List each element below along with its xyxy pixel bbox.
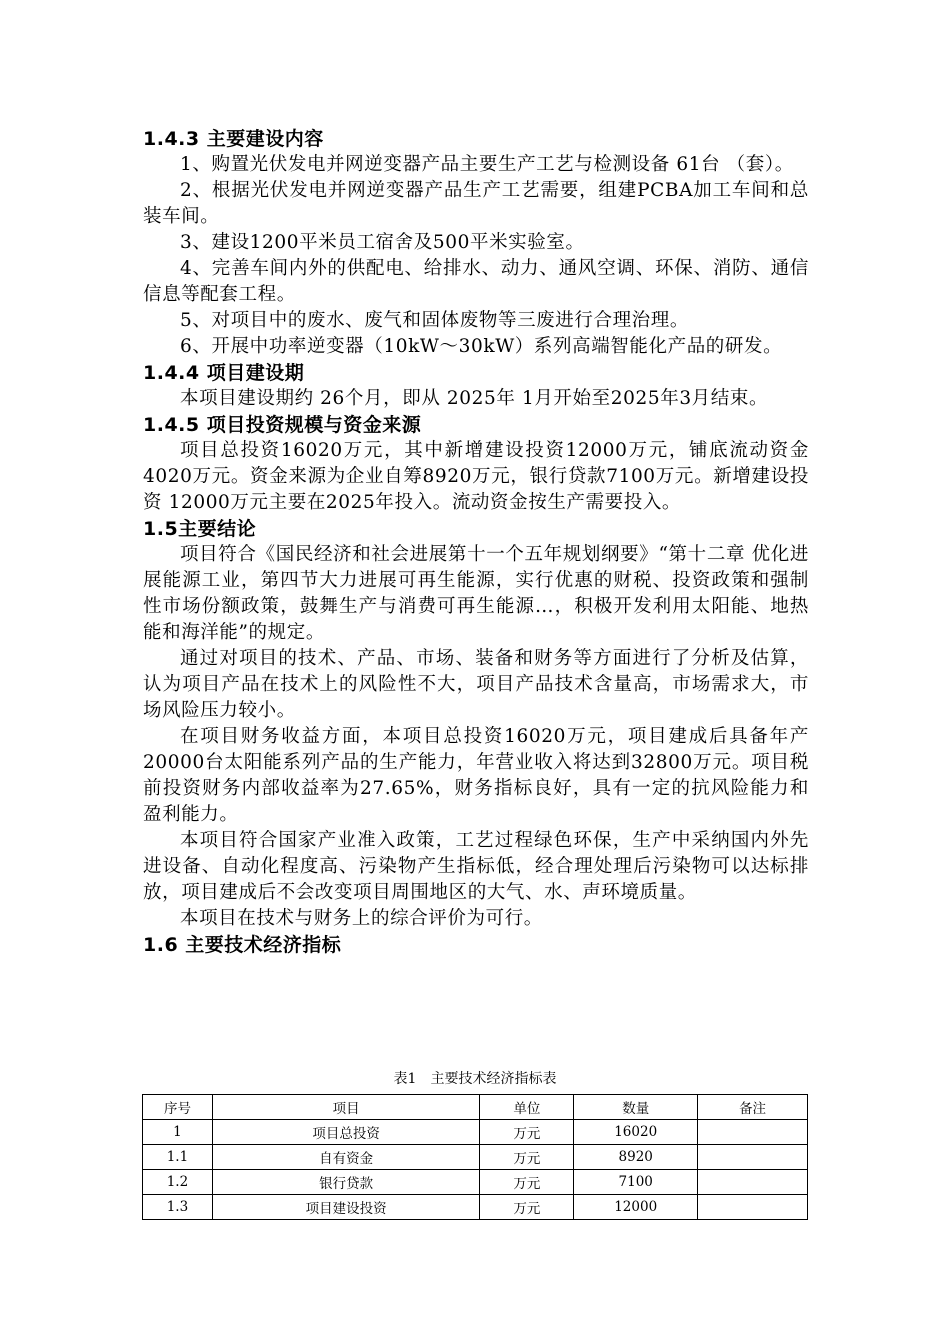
cell-item: 自有资金 (212, 1145, 480, 1170)
list-item: 5、对项目中的废水、废气和固体废物等三废进行合理治理。 (180, 310, 689, 331)
cell-item: 银行贷款 (212, 1170, 480, 1195)
list-item: 2、根据光伏发电并网逆变器产品生产工艺需要，组建PCBA加工车间和总装车间。 (143, 180, 809, 227)
conclusion-paragraph: 在项目财务收益方面，本项目总投资16020万元，项目建成后具备年产20000台太阳能系列产品的生产能力，年营业收入将达到32800万元。项目税前投资财务内部收益率为27.65%，财务指标良好，具有一定的抗风险能力和盈利能力。 (143, 726, 809, 825)
table-header-row (143, 1095, 808, 1120)
cell-unit: 万元 (480, 1120, 574, 1145)
cell-remarks (698, 1170, 808, 1195)
section-heading-1-4-4: 1.4.4 项目建设期 (143, 362, 305, 384)
cell-index: 1.1 (143, 1145, 213, 1170)
cell-quantity: 8920 (574, 1145, 698, 1170)
conclusion-paragraph: 本项目符合国家产业准入政策，工艺过程绿色环保，生产中采纳国内外先进设备、自动化程度高、污染物产生指标低，经合理处理后污染物可以达标排放，项目建成后不会改变项目周围地区的大气、水、声环境质量。 (143, 830, 809, 903)
list-item: 1、购置光伏发电并网逆变器产品主要生产工艺与检测设备 61台 （套）。 (180, 154, 794, 175)
header-item: 项目 (212, 1095, 480, 1120)
table-row (143, 1120, 808, 1145)
table-caption: 表1 主要技术经济指标表 (393, 1071, 557, 1087)
cell-quantity: 16020 (574, 1120, 698, 1145)
document-body (143, 126, 809, 958)
header-quantity: 数量 (574, 1095, 698, 1120)
conclusion-paragraph: 本项目在技术与财务上的综合评价为可行。 (180, 908, 543, 929)
construction-period-paragraph: 本项目建设期约 26个月，即从 2025年 1月开始至2025年3月结束。 (180, 388, 769, 409)
section-heading-1-4-5: 1.4.5 项目投资规模与资金来源 (143, 414, 422, 436)
cell-index: 1.3 (143, 1195, 213, 1220)
list-item: 6、开展中功率逆变器（10kW～30kW）系列高端智能化产品的研发。 (180, 336, 783, 357)
section-heading-1-5: 1.5主要结论 (143, 518, 257, 540)
cell-quantity: 12000 (574, 1195, 698, 1220)
section-heading-1-4-3: 1.4.3 主要建设内容 (143, 128, 324, 150)
cell-remarks (698, 1195, 808, 1220)
table-row (143, 1195, 808, 1220)
header-remarks: 备注 (698, 1095, 808, 1120)
cell-unit: 万元 (480, 1170, 574, 1195)
cell-unit: 万元 (480, 1195, 574, 1220)
cell-item: 项目建设投资 (212, 1195, 480, 1220)
cell-remarks (698, 1145, 808, 1170)
table-row (143, 1170, 808, 1195)
indicators-table (142, 1094, 808, 1220)
cell-index: 1.2 (143, 1170, 213, 1195)
section-heading-1-6: 1.6 主要技术经济指标 (143, 934, 342, 956)
cell-index: 1 (143, 1120, 213, 1145)
conclusion-paragraph: 通过对项目的技术、产品、市场、装备和财务等方面进行了分析及估算，认为项目产品在技术上的风险性不大，项目产品技术含量高，市场需求大，市场风险压力较小。 (143, 648, 809, 721)
cell-quantity: 7100 (574, 1170, 698, 1195)
investment-paragraph: 项目总投资16020万元，其中新增建设投资12000万元，铺底流动资金 4020万元。资金来源为企业自筹8920万元，银行贷款7100万元。新增建设投资 12000万元主要在2025年投入。流动资金按生产需要投入。 (143, 440, 809, 513)
conclusion-paragraph: 项目符合《国民经济和社会进展第十一个五年规划纲要》“第十二章 优化进展能源工业，第四节大力进展可再生能源，实行优惠的财税、投资政策和强制性市场份额政策，鼓舞生产与消费可再生能源…，积极开发利用太阳能、地热能和海洋能”的规定。 (143, 544, 809, 643)
cell-remarks (698, 1120, 808, 1145)
header-index: 序号 (143, 1095, 213, 1120)
cell-item: 项目总投资 (212, 1120, 480, 1145)
cell-unit: 万元 (480, 1145, 574, 1170)
table-row (143, 1145, 808, 1170)
header-unit: 单位 (480, 1095, 574, 1120)
list-item: 4、完善车间内外的供配电、给排水、动力、通风空调、环保、消防、通信信息等配套工程。 (143, 258, 809, 305)
list-item: 3、建设1200平米员工宿舍及500平米实验室。 (180, 232, 585, 253)
